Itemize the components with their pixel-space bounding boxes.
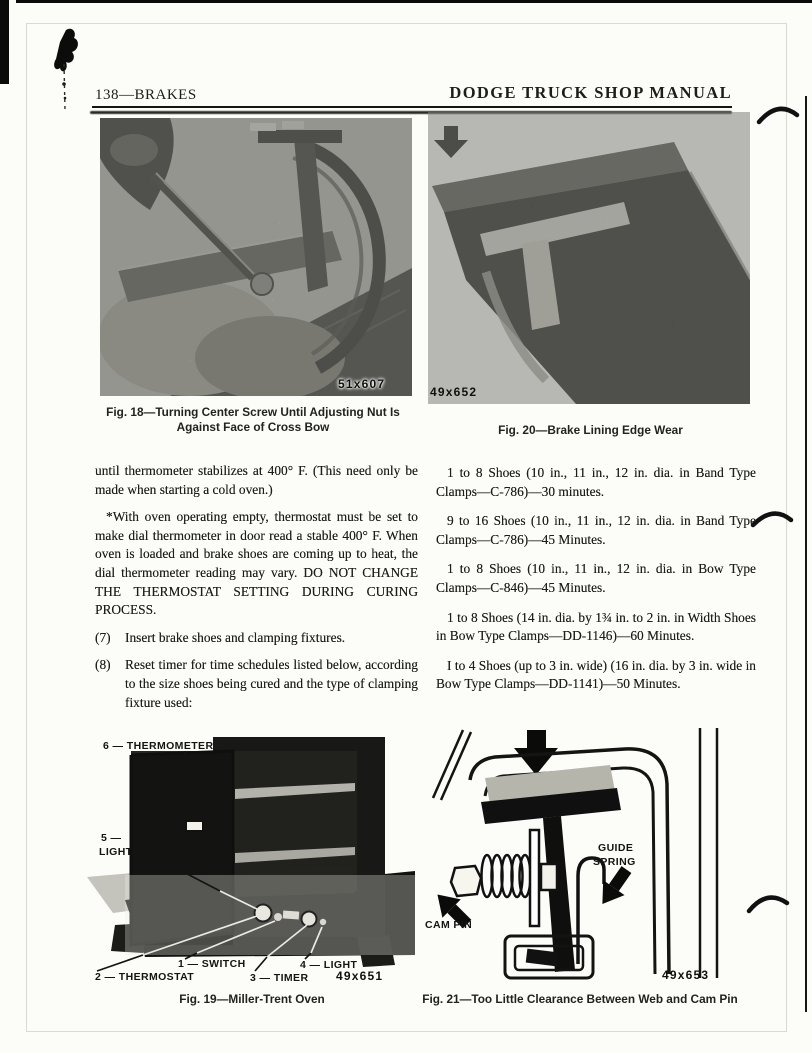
page-curl-mark-bottom [746,891,790,915]
fig19-label-light4: 4 — LIGHT [300,959,358,971]
paragraph-thermostat-note: *With oven operating empty, thermostat must be set to make dial thermometer in door read a stable 400° F. When oven is loaded and brake shoes are coming up to heat, the dial thermometer reading may vary. DO NOT CHANGE THE THERMOSTAT SETTING DURING CURING PROCESS. [95,509,418,618]
scan-edge-top [16,0,812,3]
fig19-label-light5: LIGHT [99,846,133,858]
fig19-thermometer-shape [186,821,203,831]
paragraph-continuation: until thermometer stabilizes at 400° F. (This need only be made when starting a cold oven.) [95,463,418,497]
right-column [436,464,756,705]
fig20-photo-id: 49x652 [430,385,478,399]
scan-edge-left [0,0,9,84]
ink-blot-mark [50,24,84,116]
schedule-item: 9 to 16 Shoes (10 in., 11 in., 12 in. dia. in Band Type Clamps—C-786)—45 Minutes. [436,513,756,547]
fig20-photo [428,112,750,404]
step-8-text: Reset timer for time schedules listed below, according to the size shoes being cured and the type of clamping fixture used: [125,657,418,710]
fig19-label-thermometer: 6 — THERMOMETER [103,740,214,752]
fig21-photo-id: 49x653 [662,968,710,982]
schedule-item: 1 to 8 Shoes (10 in., 11 in., 12 in. dia. in Band Type Clamps—C-786)—30 minutes. [436,465,756,499]
page-curl-mark-middle [750,506,794,530]
fig19-caption: Fig. 19—Miller-Trent Oven [179,992,325,1006]
step-7-number: (7) [95,629,111,645]
fig19-oven-drawing [85,725,415,987]
fig21-caption: Fig. 21—Too Little Clearance Between Web and Cam Pin [422,992,738,1006]
fig18-photo [100,118,412,396]
schedule-item: 1 to 8 Shoes (14 in. dia. by 1¾ in. to 2 in. in Width Shoes in Bow Type Clamps—DD-1146)—60 Minutes. [436,609,756,644]
fig21-cam-pin-assembly [451,830,557,926]
header-rule-thin [92,106,732,108]
step-7 [95,629,418,648]
fig18-caption: Fig. 18—Turning Center Screw Until Adjusting Nut Is Against Face of Cross Bow [106,405,400,434]
schedule-item: 1 to 8 Shoes (10 in., 11 in., 12 in. dia. in Bow Type Clamps—C-846)—45 Minutes. [436,561,756,595]
step-8 [95,656,418,712]
fig20-caption: Fig. 20—Brake Lining Edge Wear [498,423,683,437]
step-8-number: (8) [95,657,111,673]
fig19-label-switch: 1 — SWITCH [178,958,246,970]
fig21-drum-outline [433,728,717,978]
fig19-label-light5-num: 5 — [101,832,122,844]
fig19-label-thermostat: 2 — THERMOSTAT [95,971,195,983]
left-column [95,462,418,721]
manual-title: DODGE TRUCK SHOP MANUAL [449,83,732,102]
fig18-photo-id: 51x607 [338,377,386,391]
schedule-item: I to 4 Shoes (up to 3 in. wide) (16 in. dia. by 3 in. wide in Bow Type Clamps—DD-1141)—50 Minutes. [436,657,756,692]
page-curl-mark-top [756,102,800,126]
fig21-guide-spring-arrow-icon [592,862,637,911]
step-7-text: Insert brake shoes and clamping fixtures. [125,629,346,645]
page-number-title: 138—BRAKES [95,87,197,103]
fig19-label-timer: 3 — TIMER [250,972,309,984]
fig21-label-spring: SPRING [593,856,636,868]
fig19-photo-id: 49x651 [336,969,384,983]
fig21-label-cam-pin: CAM PIN [425,919,473,931]
fig21-clearance-drawing [415,718,750,986]
scan-edge-right [805,96,807,1012]
fig21-anchor-bracket-shape [505,936,593,978]
fig21-label-guide: GUIDE [598,842,634,854]
